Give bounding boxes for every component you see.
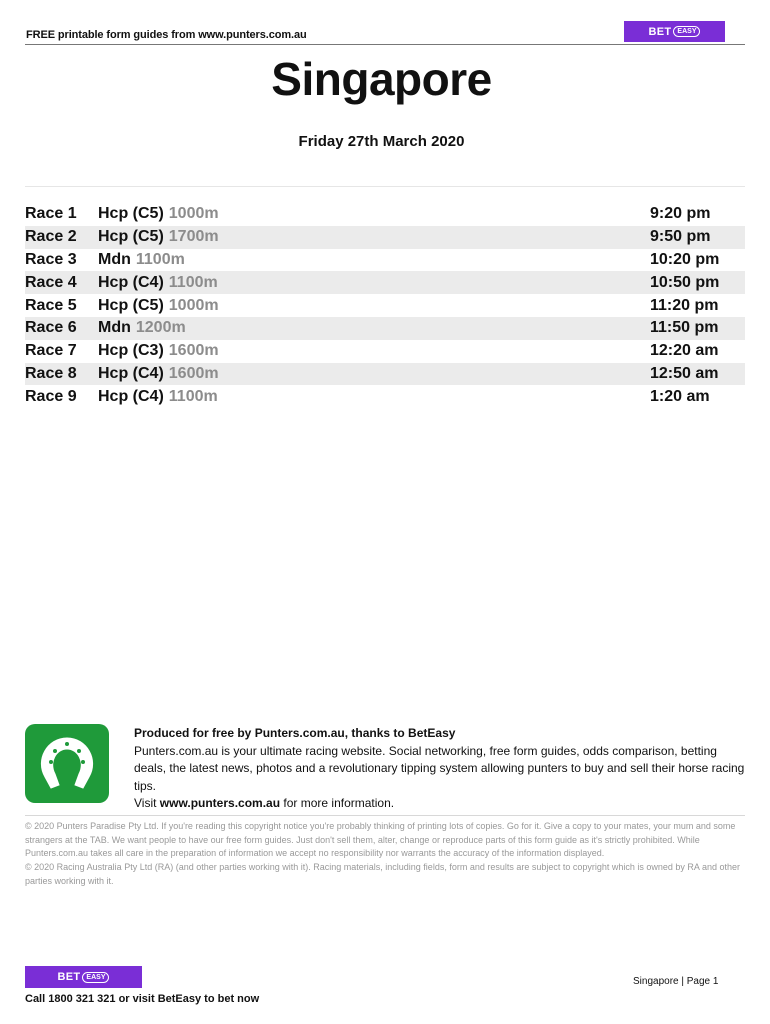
race-row xyxy=(25,226,745,249)
race-distance: 1600m xyxy=(168,364,219,382)
race-number: Race 3 xyxy=(25,250,77,268)
race-class: Hcp (C5) xyxy=(98,205,164,223)
race-time: 11:20 pm xyxy=(650,296,719,314)
title-divider xyxy=(25,186,745,187)
beteasy-badge-bottom[interactable] xyxy=(25,966,142,988)
race-class: Hcp (C4) xyxy=(98,273,164,291)
beteasy-bet-text: BET xyxy=(57,971,81,983)
race-class: Mdn xyxy=(98,319,131,337)
race-row xyxy=(25,317,745,340)
race-row xyxy=(25,249,745,272)
race-distance: 1100m xyxy=(168,387,218,405)
race-list xyxy=(25,203,745,408)
produced-block xyxy=(134,725,746,813)
race-number: Race 2 xyxy=(25,228,77,246)
race-time: 9:50 pm xyxy=(650,228,711,246)
race-number: Race 7 xyxy=(25,342,77,360)
punters-link[interactable]: www.punters.com.au xyxy=(159,796,281,810)
race-distance: 1600m xyxy=(168,342,219,360)
race-row xyxy=(25,271,745,294)
race-row xyxy=(25,363,745,386)
race-number: Race 9 xyxy=(25,387,77,405)
race-distance: 1100m xyxy=(168,273,218,291)
race-date: Friday 27th March 2020 xyxy=(298,133,465,150)
race-time: 1:20 am xyxy=(650,387,710,405)
call-to-action: Call 1800 321 321 or visit BetEasy to bet now xyxy=(25,993,260,1005)
copyright-divider xyxy=(25,815,745,816)
race-time: 10:20 pm xyxy=(650,250,720,268)
page-number: Singapore | Page 1 xyxy=(633,976,719,987)
race-number: Race 6 xyxy=(25,319,77,337)
header-divider xyxy=(25,44,745,45)
race-row xyxy=(25,340,745,363)
copyright-punters: © 2020 Punters Paradise Pty Ltd. If you're reading this copyright notice you're probably thinking of printing lots of copies. Go for it. Give a copy to your mates, your mum and some strangers at the TAB. We want people to have our free form guides. Just don't sell them, alter, change or reproduce parts of this form guide as it's strictly prohibited. While Punters.com.au takes all care in the preparation of information we accept no responsibility nor warrants the accuracy of the information displayed. xyxy=(25,821,736,859)
produced-heading: Produced for free by Punters.com.au, thanks to BetEasy xyxy=(134,726,456,740)
horseshoe-icon xyxy=(25,724,109,803)
beteasy-easy-text: EASY xyxy=(82,972,109,983)
race-class: Mdn xyxy=(98,250,131,268)
race-class: Hcp (C4) xyxy=(98,364,164,382)
race-class: Hcp (C4) xyxy=(98,387,164,405)
race-distance: 1700m xyxy=(168,228,219,246)
race-row xyxy=(25,203,745,226)
copyright-notice xyxy=(25,820,747,889)
race-distance: 1200m xyxy=(135,319,186,337)
visit-suffix: for more information. xyxy=(283,796,395,810)
beteasy-badge-top[interactable] xyxy=(624,21,725,42)
copyright-racing-australia: © 2020 Racing Australia Pty Ltd (RA) (and other parties working with it). Racing materials, including fields, form and results are subject to copyright which is owned by RA and other parties working with it. xyxy=(25,862,740,886)
race-time: 9:20 pm xyxy=(650,205,711,223)
visit-prefix: Visit xyxy=(134,796,157,810)
race-distance: 1100m xyxy=(135,250,185,268)
produced-body: Punters.com.au is your ultimate racing website. Social networking, free form guides, odds comparison, betting deals, the latest news, photos and a revolutionary tipping system allowing punters to buy and sell their horse racing tips. xyxy=(134,743,745,793)
beteasy-easy-text: EASY xyxy=(673,26,700,37)
produced-visit xyxy=(134,795,746,813)
race-class: Hcp (C5) xyxy=(98,228,164,246)
race-number: Race 4 xyxy=(25,273,77,291)
race-time: 12:50 am xyxy=(650,364,719,382)
race-time: 11:50 pm xyxy=(650,319,719,337)
race-class: Hcp (C3) xyxy=(98,342,164,360)
page-title: Singapore xyxy=(271,53,492,105)
race-time: 10:50 pm xyxy=(650,273,720,291)
race-number: Race 8 xyxy=(25,364,77,382)
race-number: Race 5 xyxy=(25,296,77,314)
race-row xyxy=(25,294,745,317)
race-distance: 1000m xyxy=(168,296,219,314)
race-time: 12:20 am xyxy=(650,342,719,360)
punters-logo[interactable] xyxy=(25,724,109,803)
race-number: Race 1 xyxy=(25,205,77,223)
beteasy-bet-text: BET xyxy=(648,25,672,38)
race-class: Hcp (C5) xyxy=(98,296,164,314)
race-row xyxy=(25,385,745,408)
race-distance: 1000m xyxy=(168,205,219,223)
header-free-text: FREE printable form guides from www.punters.com.au xyxy=(26,29,307,41)
